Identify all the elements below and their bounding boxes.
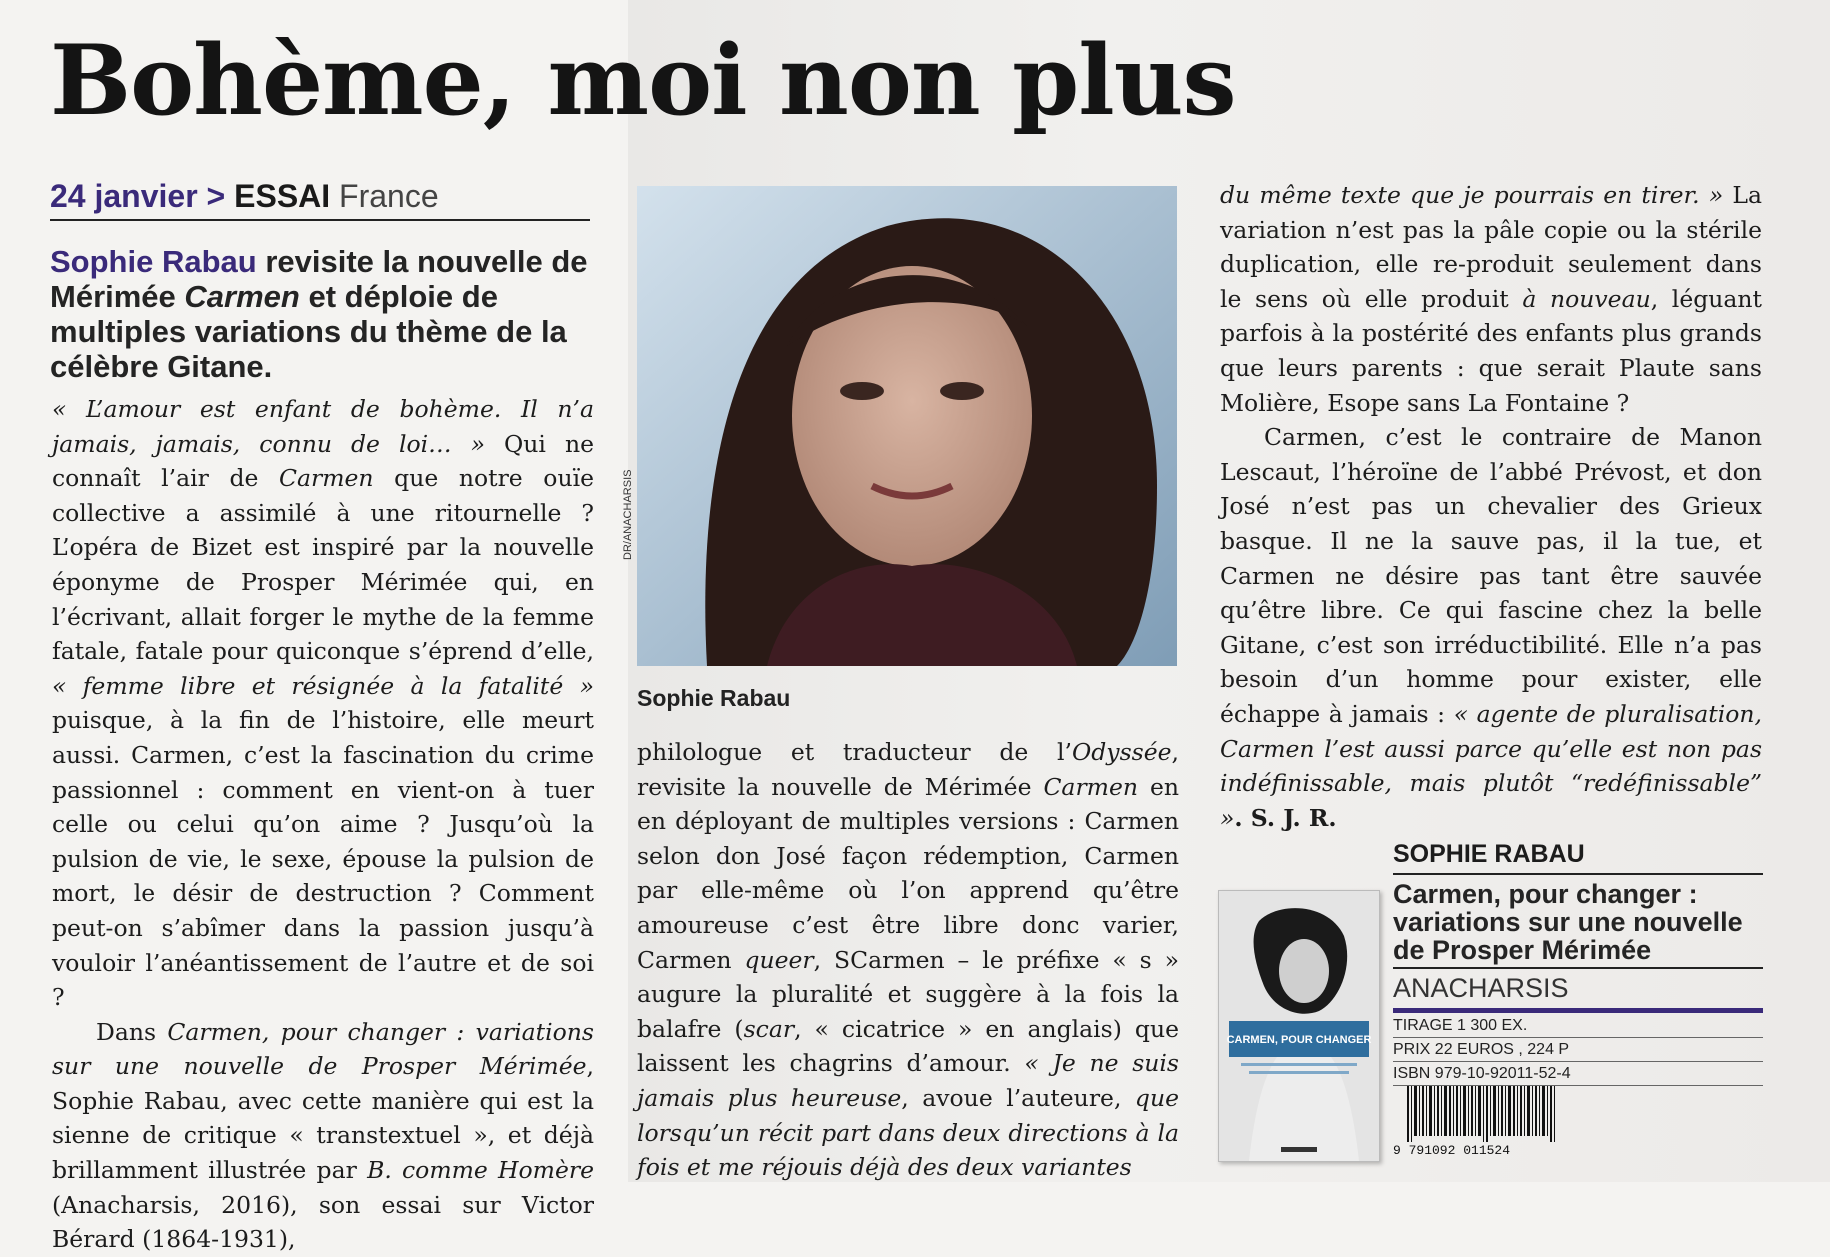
text: , « cicatrice » en anglais) que laissent les chagrins d’amour.: [637, 1014, 1179, 1078]
term: à nouveau: [1522, 284, 1651, 313]
text: , revisite la nouvelle de Mérimée: [637, 738, 1179, 801]
quote: « L’amour est enfant de bohème. Il n’a jamais, jamais, connu de loi… »: [52, 395, 594, 458]
paragraph: [637, 735, 1179, 1185]
quote: « femme libre et résignée à la fatalité »: [52, 671, 594, 700]
author-photo: [637, 186, 1177, 666]
text: La variation n’est pas la pâle copie ou la stérile duplication, elle re-produit seulement dans le sens où elle produit: [1220, 181, 1762, 313]
book-info-box: [1218, 840, 1763, 1160]
standfirst-text: et déploie de multiples variations du thème de la célèbre Gitane.: [50, 279, 567, 384]
book-isbn: ISBN 979-10-92011-52-4: [1393, 1065, 1763, 1086]
book-cover: [1218, 890, 1380, 1162]
title: Carmen, pour changer : variations sur une nouvelle de Prosper Mérimée: [52, 1017, 594, 1081]
quote: « agente de pluralisation, Carmen l’est aussi parce qu’elle est non pas indéfinissable, mais plutôt “redéfinissable” »: [1220, 699, 1762, 832]
book-author: SOPHIE RABAU: [1393, 840, 1763, 875]
title: Carmen: [279, 464, 374, 493]
text: (Anacharsis, 2016), son essai sur Victor Bérard (1864-1931),: [52, 1190, 594, 1254]
paragraph: [1220, 420, 1762, 835]
photo-caption: Sophie Rabau: [637, 685, 791, 711]
photo-credit: DR/ANACHARSIS: [622, 469, 634, 560]
term: queer: [744, 945, 814, 974]
title: Carmen: [1043, 772, 1139, 801]
rubric-arrow: >: [206, 178, 226, 214]
rubric-country: France: [339, 178, 439, 214]
paragraph: [52, 392, 594, 1015]
text: Carmen, c’est le contraire de Manon Lescaut, l’héroïne de l’abbé Prévost, et don José n’est pas un chevalier des Grieux basque. Il ne la sauve pas, il la tue, et Carmen ne désire pas tant être sauvée qu’être libre. Ce qui fascine chez la belle Gitane, c’est son irréductibilité. Elle n’a pas besoin d’un homme pour exister, elle échappe à jamais :: [1220, 423, 1762, 728]
barcode-icon: [1393, 1086, 1568, 1156]
book-cover-title: CARMEN, POUR CHANGER: [1226, 1034, 1372, 1046]
quote: « Je ne suis jamais plus heureuse: [637, 1049, 1179, 1112]
accent-bar: [1393, 1008, 1763, 1013]
book-publisher: ANACHARSIS: [1393, 967, 1763, 1004]
text: en en déployant de multiples versions : Carmen selon don José façon rédemption, Carmen par elle-même où l’on apprend qu’être amoureuse c’est être libre donc varier, Carmen: [637, 772, 1180, 974]
standfirst-text: revisite la nouvelle de Mérimée: [50, 244, 588, 314]
standfirst: [50, 244, 595, 384]
text: , avoue l’auteure,: [901, 1083, 1135, 1112]
text: , SCarmen – le préfixe « s » augure la pluralité et suggère à la fois la balafre (: [637, 945, 1179, 1043]
standfirst-name: Sophie Rabau: [50, 244, 257, 279]
portrait-image: [637, 186, 1177, 666]
text: , léguant parfois à la postérité des enfants plus grands que leurs parents : que serait Plaute sans Molière, Esope sans La Fontaine ?: [1220, 284, 1762, 417]
text: Qui ne connaît l’air de: [52, 429, 594, 493]
rubric: [50, 178, 590, 221]
paragraph: [52, 1015, 594, 1257]
rubric-category: ESSAI: [234, 178, 331, 214]
headline: Bohème, moi non plus: [50, 24, 1236, 137]
text: que notre ouïe collective a assimilé à une ritournelle ? L’opéra de Bizet est inspiré par la nouvelle éponyme de Prosper Mérimée qui, en l’écrivant, allait forger le mythe de la femme fatale, fatale pour quiconque s’éprend d’elle,: [52, 464, 594, 666]
signature: . S. J. R.: [1234, 803, 1337, 832]
term: scar: [743, 1014, 795, 1043]
paragraph: [1220, 178, 1762, 420]
quote: du même texte que je pourrais en tirer. »: [1220, 181, 1724, 209]
article-column-1: [52, 392, 594, 1257]
article-column-3: [1220, 178, 1762, 835]
text: , Sophie Rabau, avec cette manière qui est la sienne de critique « transtextuel », et déjà brillamment illustrée par: [52, 1052, 594, 1185]
text: Dans: [96, 1017, 168, 1046]
book-price: PRIX 22 EUROS , 224 P: [1393, 1041, 1763, 1062]
rubric-date: 24 janvier: [50, 178, 198, 214]
title: B. comme Homère: [367, 1156, 594, 1185]
text: puisque, à la fin de l’histoire, elle meurt aussi. Carmen, c’est la fascination du crime passionnel : comment en vient-on à tuer celle ou celui qu’on aime ? Jusqu’où la pulsion de vie, le sexe, épouse la pulsion de mort, le désir de destruction ? Comment peut-on s’abîmer dans la passion jusqu’à vouloir l’anéantissement de l’autre et de soi ?: [52, 706, 594, 1012]
title: Odyssée: [1071, 738, 1172, 766]
book-title: Carmen, pour changer : variations sur une nouvelle de Prosper Mérimée: [1393, 879, 1743, 965]
article-column-2: [637, 735, 1179, 1185]
book-print-run: TIRAGE 1 300 EX.: [1393, 1017, 1763, 1038]
quote: que lorsqu’un récit part dans deux directions à la fois et me réjouis déjà des deux variantes: [637, 1083, 1179, 1182]
standfirst-title: Carmen: [184, 279, 300, 314]
barcode-digits: 9 791092 011524: [1393, 1143, 1511, 1156]
book-cover-image: [1219, 891, 1379, 1161]
text: philologue et traducteur de l’: [637, 738, 1072, 766]
